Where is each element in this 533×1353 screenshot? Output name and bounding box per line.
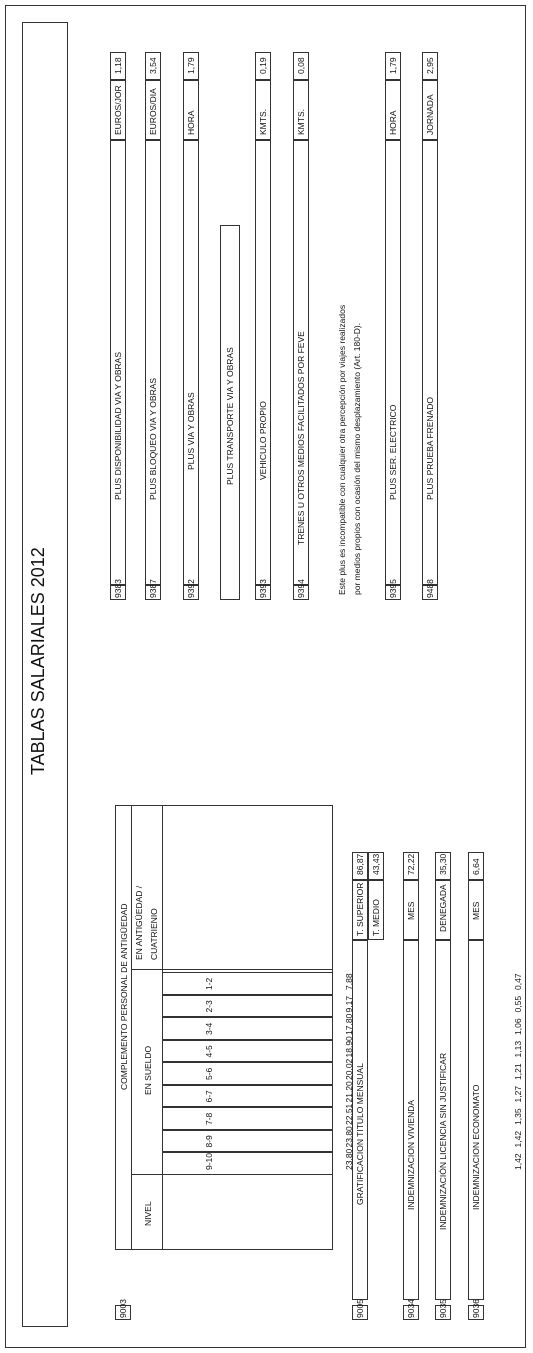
- row-sueldo: 17,80: [344, 1013, 354, 1035]
- item-label: PLUS SER. ELECTRICO: [388, 404, 398, 500]
- item-label: PLUS VIA Y OBRAS: [186, 392, 196, 470]
- note-line-2: por medios propios con ocasión del mismo desplazamiento (Art. 180-D).: [352, 322, 362, 595]
- item-unit: KMTS.: [258, 109, 268, 135]
- table-row: [162, 1153, 333, 1176]
- row-antiguedad: 1,21: [513, 1063, 523, 1080]
- row-antiguedad: 1,35: [513, 1108, 523, 1125]
- item-code: 9035: [438, 1299, 448, 1318]
- item-value: 0,08: [296, 57, 306, 74]
- row-antiguedad: 0,47: [513, 973, 523, 990]
- item-value: 1,79: [186, 57, 196, 74]
- item-code: 9387: [148, 579, 158, 598]
- item-value: 2,95: [425, 57, 435, 74]
- row-sueldo: 9,17: [344, 995, 354, 1013]
- row-nivel: 2-3: [204, 1000, 214, 1013]
- note-line-1: Este plus es incompatible con cualquier otra percepción por viajes realizados: [337, 304, 347, 595]
- item-code: 9394: [296, 579, 306, 598]
- row-antiguedad: 1,42: [513, 1130, 523, 1148]
- row-antiguedad: 1,13: [513, 1040, 523, 1058]
- code-9005: 9005: [355, 1299, 365, 1318]
- row-sueldo: 22,51: [344, 1103, 354, 1125]
- item-code: 9036: [471, 1299, 481, 1318]
- table-row: [162, 1063, 333, 1086]
- item-label: VEHICULO PROPIO: [258, 401, 268, 480]
- row-sueldo: 23,80: [344, 1148, 354, 1170]
- row-antiguedad: 1,27: [513, 1085, 523, 1103]
- item-label: INDEMNIZACION VIVIENDA: [406, 1099, 416, 1210]
- item-value: 6,64: [471, 858, 481, 875]
- transporte-header: PLUS TRANSPORTE VIA Y OBRAS: [225, 347, 235, 485]
- gratificacion-unit-1: T. SUPERIOR: [355, 882, 365, 936]
- item-value: 3,54: [148, 57, 158, 74]
- item-value: 72,22: [406, 853, 416, 875]
- row-sueldo: 23,80: [344, 1126, 354, 1148]
- col-sueldo: EN SUELDO: [143, 1045, 153, 1095]
- table-row: [162, 973, 333, 996]
- row-antiguedad: 1,42: [513, 1153, 523, 1170]
- item-unit: HORA: [186, 110, 196, 135]
- item-unit: MES: [471, 901, 481, 920]
- salary-tables: [28, 20, 523, 1320]
- row-sueldo: 20,02: [344, 1058, 354, 1080]
- table-row: [162, 1130, 333, 1153]
- row-nivel: 1-2: [204, 977, 214, 990]
- item-code: 9034: [406, 1299, 416, 1318]
- gratificacion-value-1: 86,87: [355, 853, 365, 875]
- row-nivel: 8-9: [204, 1135, 214, 1148]
- table-row: [162, 1085, 333, 1108]
- row-nivel: 7-8: [204, 1112, 214, 1125]
- item-value: 1,79: [388, 57, 398, 74]
- row-nivel: 3-4: [204, 1022, 214, 1035]
- item-label: TRENES U OTROS MEDIOS FACILITADOS POR FEVE: [296, 331, 306, 545]
- item-code: 9383: [113, 579, 123, 598]
- item-unit: EUROS/DIA: [148, 88, 158, 135]
- gratificacion-unit-2: T. MEDIO: [371, 899, 381, 936]
- row-sueldo: 7,88: [344, 973, 354, 990]
- item-unit: JORNADA: [425, 94, 435, 135]
- antiguedad-header: COMPLEMENTO PERSONAL DE ANTIGÜEDAD: [119, 903, 129, 1090]
- item-label: PLUS PRUEBA FRENADO: [425, 397, 435, 500]
- item-value: 1,18: [113, 57, 123, 74]
- table-row: [162, 995, 333, 1018]
- gratificacion-value-2: 43,43: [371, 853, 381, 875]
- item-unit: EUROS/JOR: [113, 85, 123, 135]
- col-antiguedad-1: EN ANTIGÜEDAD /: [134, 885, 144, 960]
- item-unit: KMTS.: [296, 109, 306, 135]
- table-row: [162, 1018, 333, 1041]
- item-unit: MES: [406, 901, 416, 920]
- row-antiguedad: 0,55: [513, 995, 523, 1013]
- col-antiguedad-2: CUATRIENIO: [149, 908, 159, 960]
- page-title: TABLAS SALARIALES 2012: [28, 547, 48, 775]
- item-value: 35,30: [438, 853, 448, 875]
- item-code: 9393: [258, 579, 268, 598]
- row-nivel: 9-10: [204, 1152, 214, 1170]
- row-nivel: 4-5: [204, 1045, 214, 1058]
- row-nivel: 5-6: [204, 1067, 214, 1080]
- row-antiguedad: 1,06: [513, 1018, 523, 1035]
- item-value: 0,19: [258, 57, 268, 74]
- col-nivel: NIVEL: [143, 1201, 153, 1226]
- item-label: INDEMNIZACIÓN LICENCIA SIN JUSTIFICAR: [438, 1052, 448, 1230]
- item-unit: DENEGADA: [438, 884, 448, 932]
- item-code: 9488: [425, 579, 435, 598]
- table-row: [162, 1108, 333, 1131]
- item-label: INDEMNIZACION ECONOMATO: [471, 1084, 481, 1210]
- item-label: PLUS DISPONIBILIDAD VIA Y OBRAS: [113, 351, 123, 500]
- row-sueldo: 21,20: [344, 1081, 354, 1103]
- item-unit: HORA: [388, 110, 398, 135]
- item-label: PLUS BLOQUEO VIA Y OBRAS: [148, 377, 158, 500]
- table-row: [162, 1040, 333, 1063]
- gratificacion-label: GRATIFICACION TITULO MENSUAL: [355, 1063, 365, 1205]
- row-nivel: 6-7: [204, 1090, 214, 1103]
- item-code: 9395: [388, 579, 398, 598]
- code-9003: 9003: [118, 1299, 128, 1318]
- row-sueldo: 18,90: [344, 1036, 354, 1058]
- item-code: 9392: [186, 579, 196, 598]
